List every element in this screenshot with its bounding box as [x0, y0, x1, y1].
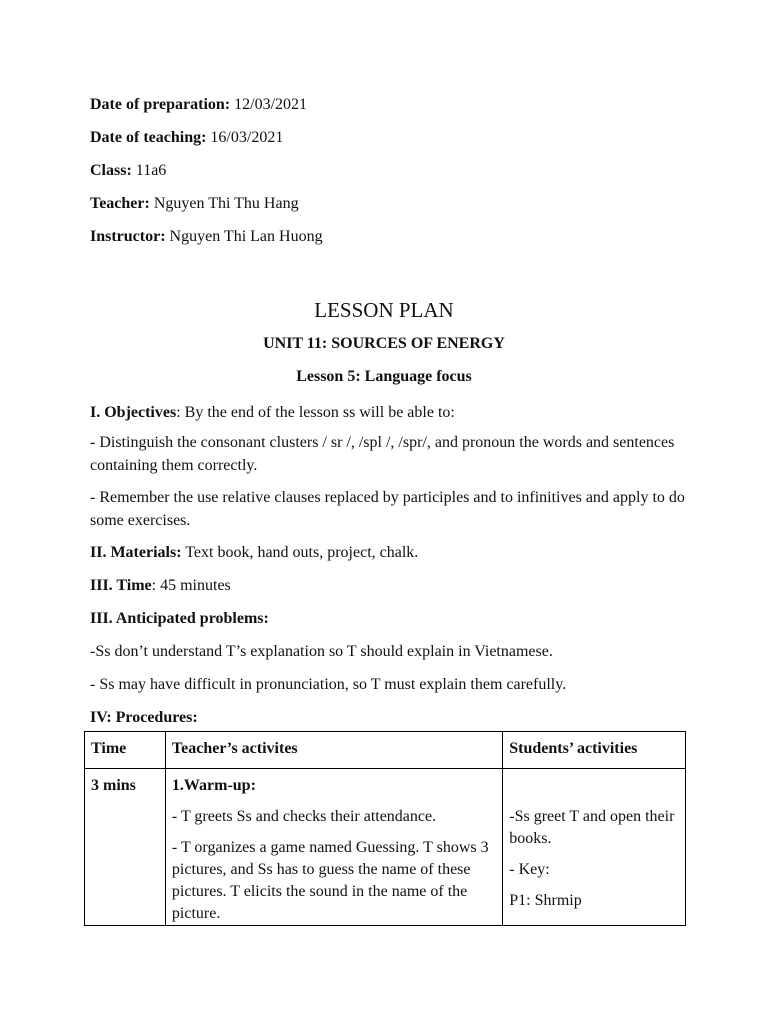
materials-text: Text book, hand outs, project, chalk. — [181, 544, 419, 561]
teach-label: Date of teaching: — [90, 129, 207, 146]
instructor-value: Nguyen Thi Lan Huong — [165, 228, 323, 245]
teacher-activity-2: - T organizes a game named Guessing. T shows 3 pictures, and Ss has to guess the name of these pictures. T elicits the sound in the name of the picture. — [171, 839, 489, 922]
unit-title: UNIT 11: SOURCES OF ENERGY — [263, 335, 505, 352]
time-text: : 45 minutes — [151, 577, 231, 594]
materials-label: II. Materials: — [90, 544, 182, 561]
objectives-text: : By the end of the lesson ss will be able to: — [176, 404, 455, 421]
problems-heading — [90, 607, 269, 630]
page-title: LESSON PLAN — [314, 298, 454, 322]
table-header-row — [85, 732, 686, 769]
header-student-activities: Students’ activities — [503, 732, 686, 769]
student-activity-1: -Ss greet T and open their books. — [509, 808, 675, 847]
date-of-preparation — [90, 93, 307, 116]
objective-item-2: - Remember the use relative clauses replaced by participles and to infinitives and apply to do some exercises. — [90, 489, 685, 529]
procedures-label: IV: Procedures: — [90, 709, 198, 726]
objectives-line — [90, 401, 455, 424]
problem-item-1: -Ss don’t understand T’s explanation so T should explain in Vietnamese. — [90, 643, 553, 660]
table-row — [85, 769, 686, 926]
teacher-value: Nguyen Thi Thu Hang — [149, 195, 299, 212]
header-teacher-activities: Teacher’s activites — [165, 732, 502, 769]
teacher-line — [90, 192, 299, 215]
warmup-heading: 1.Warm-up: — [171, 777, 256, 794]
instructor-label: Instructor: — [90, 228, 166, 245]
instructor-line — [90, 225, 323, 248]
lesson-title: Lesson 5: Language focus — [296, 368, 472, 385]
prep-label: Date of preparation: — [90, 96, 231, 113]
student-activity-3: P1: Shrmip — [509, 892, 582, 909]
teach-value: 16/03/2021 — [206, 129, 284, 146]
row-student-cell — [503, 769, 686, 926]
problem-item-2: - Ss may have difficult in pronunciation, so T must explain them carefully. — [90, 676, 567, 693]
teacher-activity-1: - T greets Ss and checks their attendance. — [171, 808, 437, 825]
header-time: Time — [85, 732, 166, 769]
procedures-table — [84, 731, 686, 926]
class-label: Class: — [90, 162, 132, 179]
class-line — [90, 159, 166, 182]
procedures-heading — [90, 706, 198, 729]
objective-item-1: - Distinguish the consonant clusters / sr /, /spl /, /spr/, and pronoun the words and sentences containing them correctly. — [90, 434, 675, 474]
time-line — [90, 574, 231, 597]
class-value: 11a6 — [131, 162, 167, 179]
row-time: 3 mins — [85, 769, 166, 926]
prep-value: 12/03/2021 — [230, 96, 308, 113]
materials-line — [90, 541, 418, 564]
teacher-label: Teacher: — [90, 195, 150, 212]
date-of-teaching — [90, 126, 283, 149]
row-teacher-cell — [165, 769, 502, 926]
time-label: III. Time — [90, 577, 152, 594]
objectives-label: I. Objectives — [90, 404, 177, 421]
student-activity-2: - Key: — [509, 861, 550, 878]
problems-label: III. Anticipated problems: — [90, 610, 269, 627]
